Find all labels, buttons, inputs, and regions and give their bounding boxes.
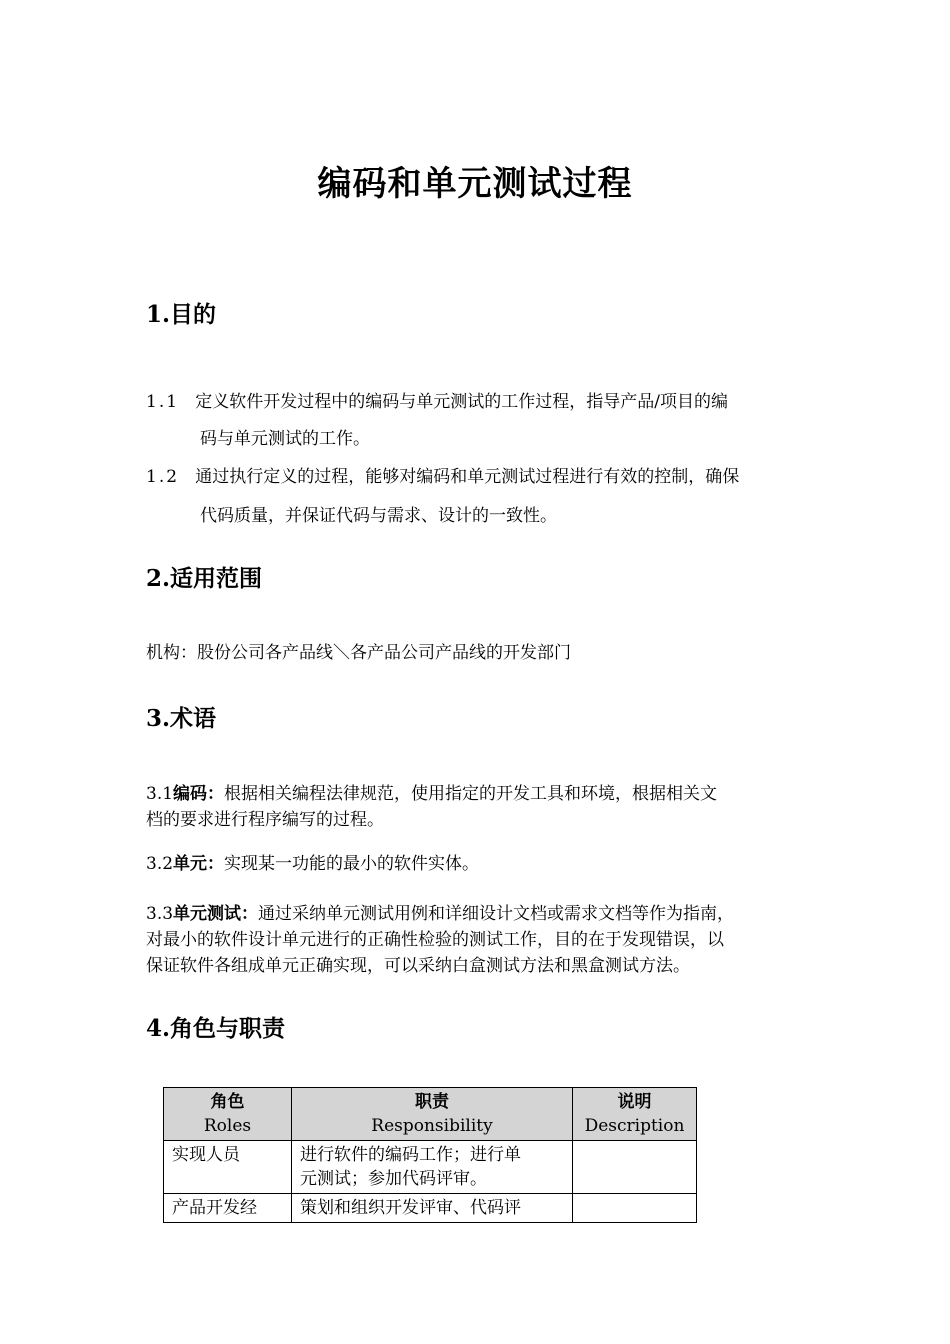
item-text: 通过执行定义的过程，能够对编码和单元测试过程进行有效的控制，确保 — [195, 467, 740, 487]
header-en: Responsibility — [371, 1116, 493, 1136]
table-header-row — [164, 1088, 697, 1141]
term-text-cont: 档的要求进行程序编写的过程。 — [146, 810, 384, 830]
header-cn: 职责 — [415, 1092, 449, 1112]
header-cn: 角色 — [210, 1092, 245, 1112]
term-label: 编码： — [173, 784, 225, 804]
purpose-item-2-cont: 代码质量，并保证代码与需求、设计的一致性。 — [200, 506, 557, 526]
roles-table — [163, 1087, 697, 1223]
term-text: 实现某一功能的最小的软件实体。 — [224, 854, 480, 874]
table-row — [164, 1141, 697, 1194]
term-item-unit-test — [146, 901, 734, 979]
term-label: 单元： — [173, 854, 225, 874]
item-number: 1.1 — [146, 392, 180, 412]
item-number: 1.2 — [146, 467, 180, 487]
term-item-unit — [146, 851, 479, 877]
term-number: 3.1 — [146, 784, 174, 804]
header-roles — [164, 1088, 292, 1141]
cell-responsibility — [292, 1141, 573, 1194]
term-text-cont: 保证软件各组成单元正确实现，可以采纳白盒测试方法和黑盒测试方法。 — [146, 956, 690, 976]
header-responsibility — [292, 1088, 573, 1141]
term-text: 通过采纳单元测试用例和详细设计文档或需求文档等作为指南， — [258, 904, 735, 924]
term-number: 3.3 — [146, 904, 174, 924]
header-en: Roles — [203, 1116, 252, 1136]
term-label: 单元测试： — [173, 904, 259, 924]
cell-description — [573, 1194, 697, 1223]
term-text: 根据相关编程法律规范，使用指定的开发工具和环境，根据相关文 — [224, 784, 718, 804]
cell-responsibility — [292, 1194, 573, 1223]
purpose-item-2 — [146, 463, 739, 491]
document-title: 编码和单元测试过程 — [317, 164, 633, 204]
header-description — [573, 1088, 697, 1141]
item-text: 定义软件开发过程中的编码与单元测试的工作过程，指导产品/项目的编 — [195, 392, 728, 412]
section-heading-terms: 3.术语 — [146, 705, 217, 732]
header-en: Description — [584, 1116, 685, 1136]
term-item-coding — [146, 781, 717, 833]
term-text-cont: 对最小的软件设计单元进行的正确性检验的测试工作，目的在于发现错误，以 — [146, 930, 724, 950]
resp-line: 进行软件的编码工作；进行单 — [300, 1145, 521, 1165]
table-row — [164, 1194, 697, 1223]
section-heading-purpose: 1.目的 — [146, 301, 217, 328]
cell-role: 产品开发经 — [164, 1194, 292, 1223]
header-cn: 说明 — [617, 1092, 652, 1112]
section-heading-scope: 2.适用范围 — [146, 565, 263, 592]
cell-description — [573, 1141, 697, 1194]
purpose-item-1 — [146, 388, 728, 416]
resp-line: 策划和组织开发评审、代码评 — [300, 1198, 521, 1218]
term-number: 3.2 — [146, 854, 174, 874]
scope-text: 机构：股份公司各产品线＼各产品公司产品线的开发部门 — [146, 643, 571, 663]
purpose-item-1-cont: 码与单元测试的工作。 — [200, 429, 370, 449]
cell-role: 实现人员 — [164, 1141, 292, 1194]
resp-line: 元测试；参加代码评审。 — [300, 1169, 487, 1189]
section-heading-roles: 4.角色与职责 — [146, 1015, 286, 1042]
